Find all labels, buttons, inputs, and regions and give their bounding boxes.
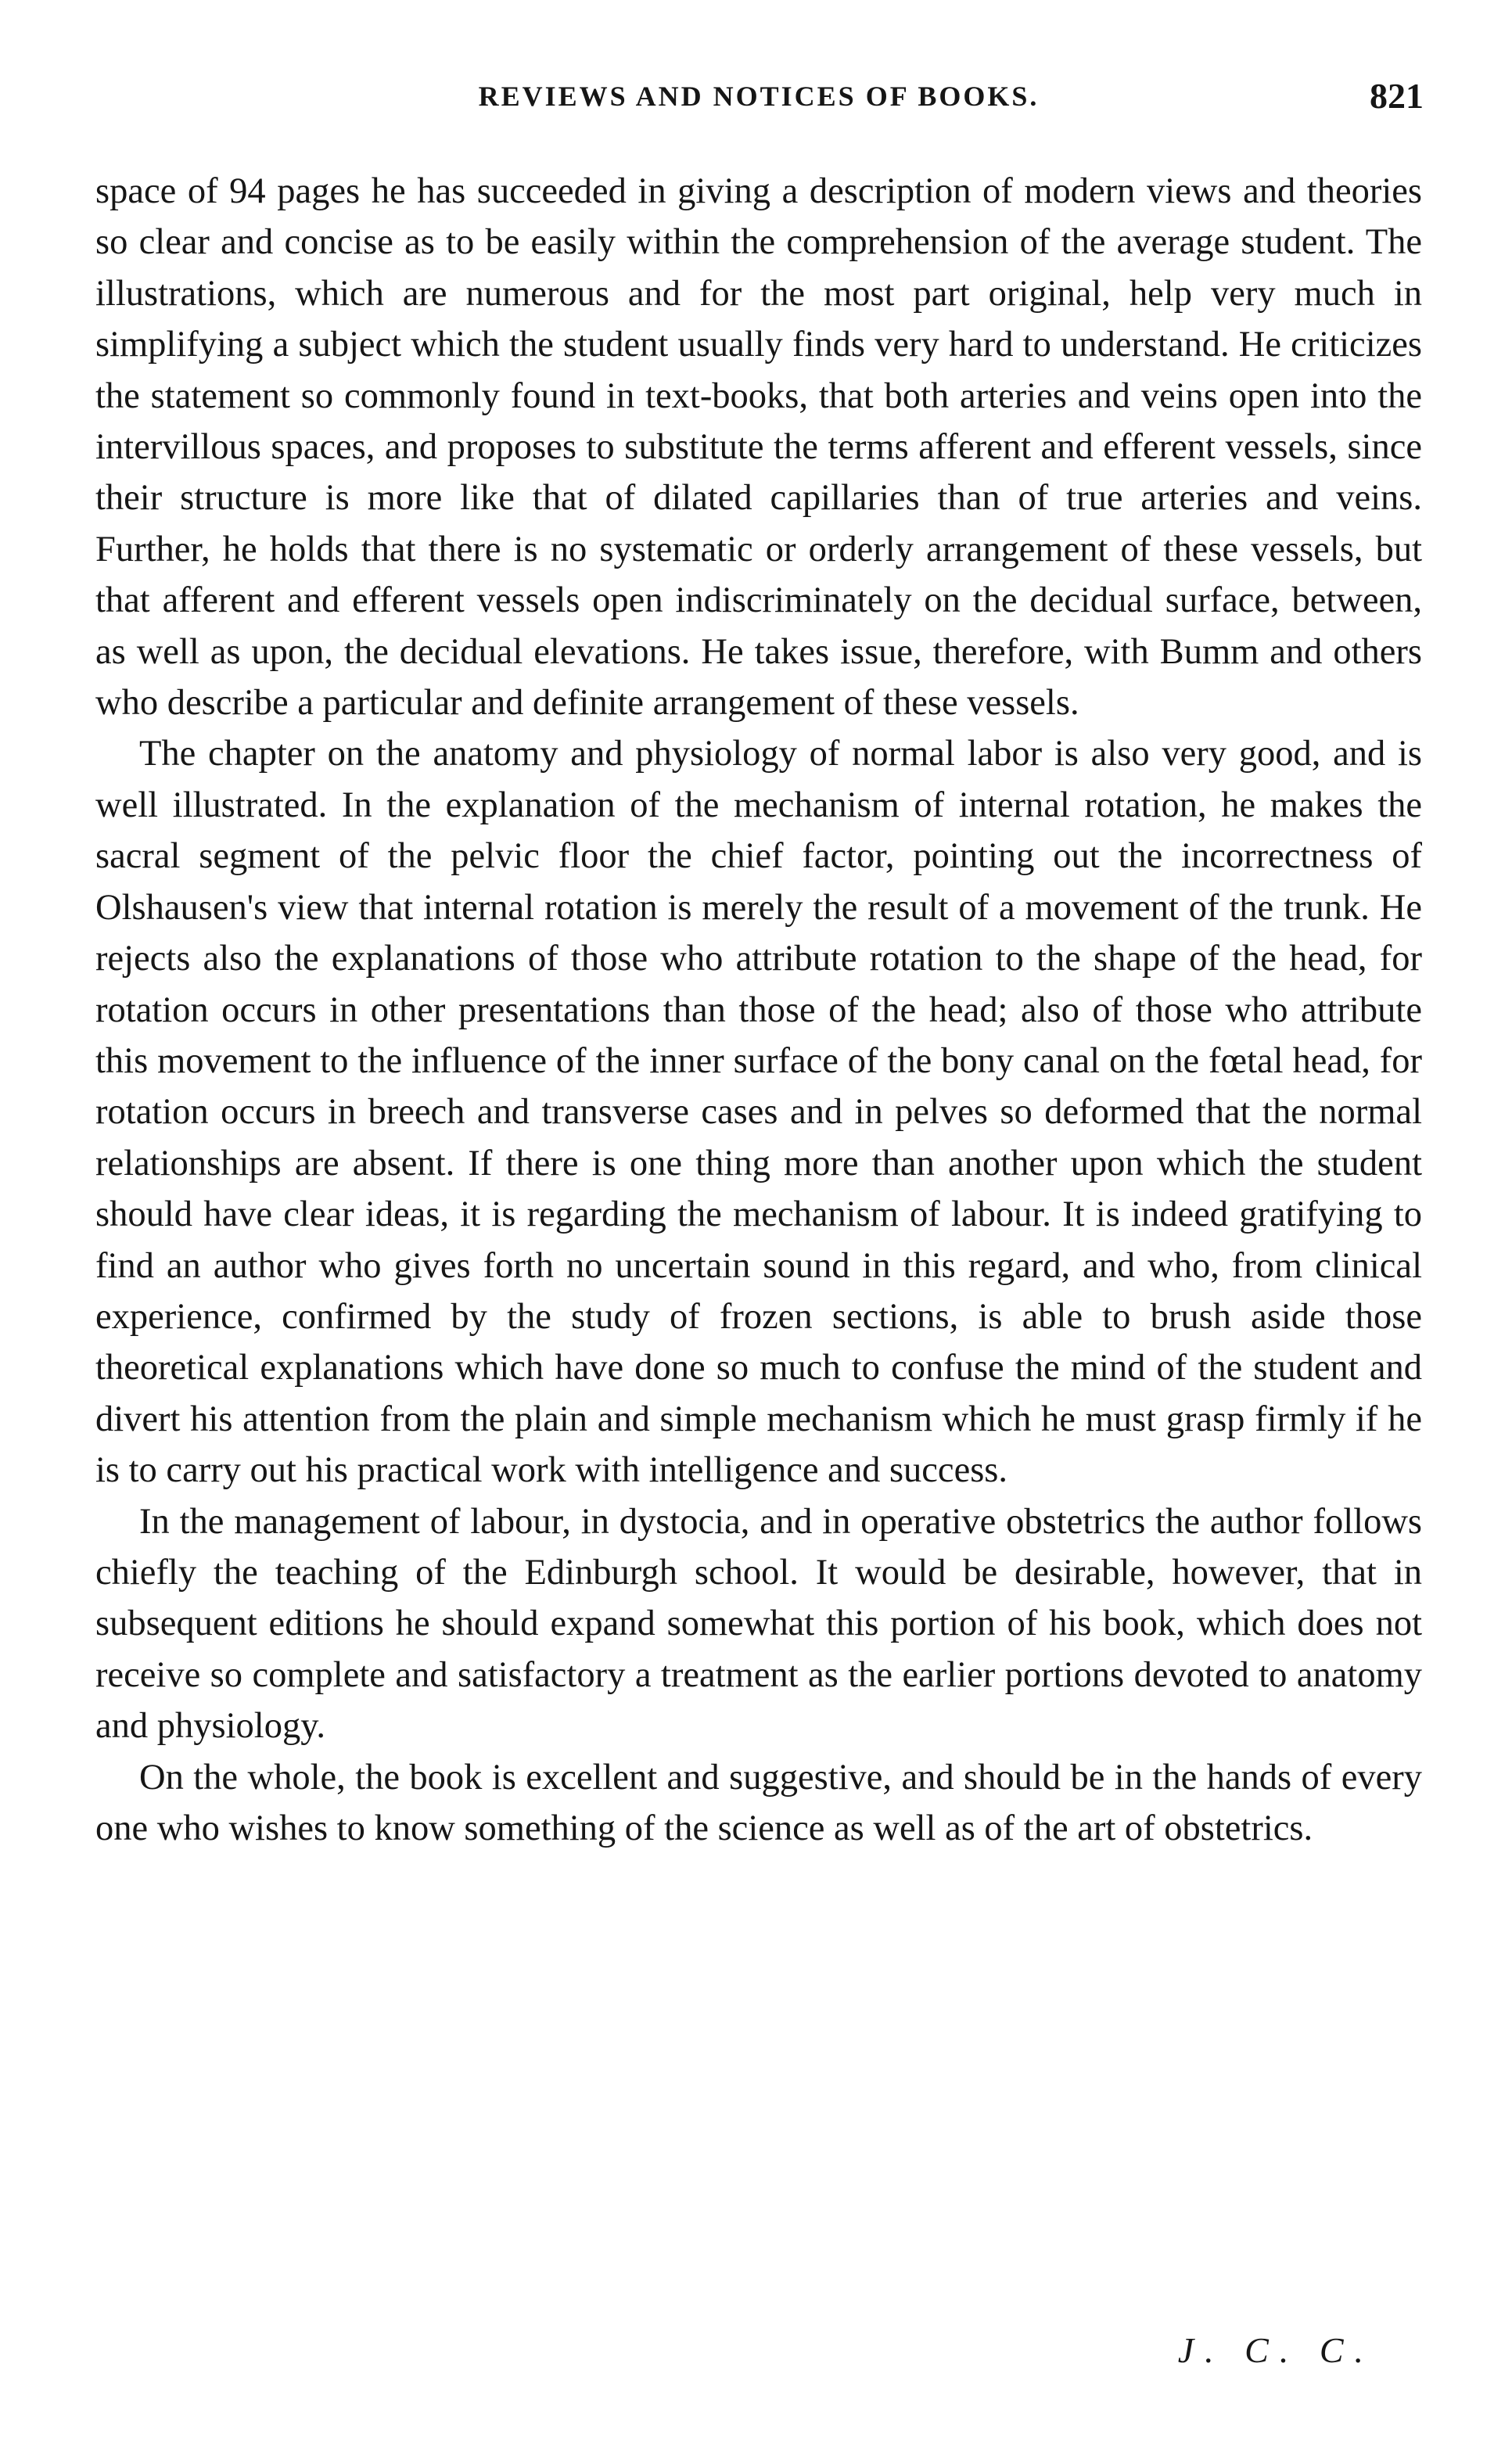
running-head: REVIEWS AND NOTICES OF BOOKS.: [478, 81, 1040, 112]
review-body: [95, 166, 1422, 1854]
paragraph-conclusion: On the whole, the book is excellent and suggestive, and should be in the hands of every one who wishes to know something of the science as well as of the art of obstetrics.: [95, 1757, 1422, 1848]
reviewer-signature: J. C. C.: [1177, 2330, 1374, 2370]
page-header: [94, 76, 1424, 127]
paragraph-placental-circulation: space of 94 pages he has succeeded in giving a description of modern views and theories so clear and concise as to be easily within the comprehension of the average student. The illustrations, which are numerous and for the most part original, help very much in simplifying a subject which the student usually finds very hard to understand. He criticizes the statement so commonly found in text-books, that both arteries and veins open into the intervillous spaces, and proposes to substitute the terms afferent and efferent vessels, since their structure is more like that of dilated capillaries than of true arteries and veins. Further, he holds that there is no systematic or orderly arrangement of these vessels, but that afferent and efferent vessels open indiscriminately on the decidual surface, between, as well as upon, the decidual elevations. He takes issue, therefore, with Bumm and others who describe a particular and definite arrangement of these vessels.: [95, 171, 1422, 724]
paragraph-management-of-labour: In the management of labour, in dystocia, and in operative obstetrics the author follows chiefly the teaching of the Edinburgh school. It would be desirable, however, that in subsequent editions he should expand somewhat this portion of his book, which does not receive so complete and satisfactory a treatment as the earlier portions devoted to anatomy and physiology.: [95, 1501, 1422, 1747]
page-number: 821: [1370, 76, 1424, 116]
paragraph-normal-labor: The chapter on the anatomy and physiology of normal labor is also very good, and is well illustrated. In the explanation of the mechanism of internal rotation, he makes the sacral segment of the pelvic floor the chief factor, pointing out the incorrectness of Olshausen's view that internal rotation is merely the result of a movement of the trunk. He rejects also the explanations of those who attribute rotation to the shape of the head, for rotation occurs in other presentations than those of the head; also of those who attribute this movement to the influence of the inner surface of the bony canal on the fœtal head, for rotation occurs in breech and transverse cases and in pelves so deformed that the normal relationships are absent. If there is one thing more than another upon which the student should have clear ideas, it is regarding the mechanism of labour. It is indeed gratifying to find an author who gives forth no uncertain sound in this regard, and who, from clinical experience, confirmed by the study of frozen sections, is able to brush aside those theoretical explanations which have done so much to confuse the mind of the student and divert his attention from the plain and simple mechanism which he must grasp firmly if he is to carry out his practical work with intelligence and success.: [95, 734, 1422, 1491]
